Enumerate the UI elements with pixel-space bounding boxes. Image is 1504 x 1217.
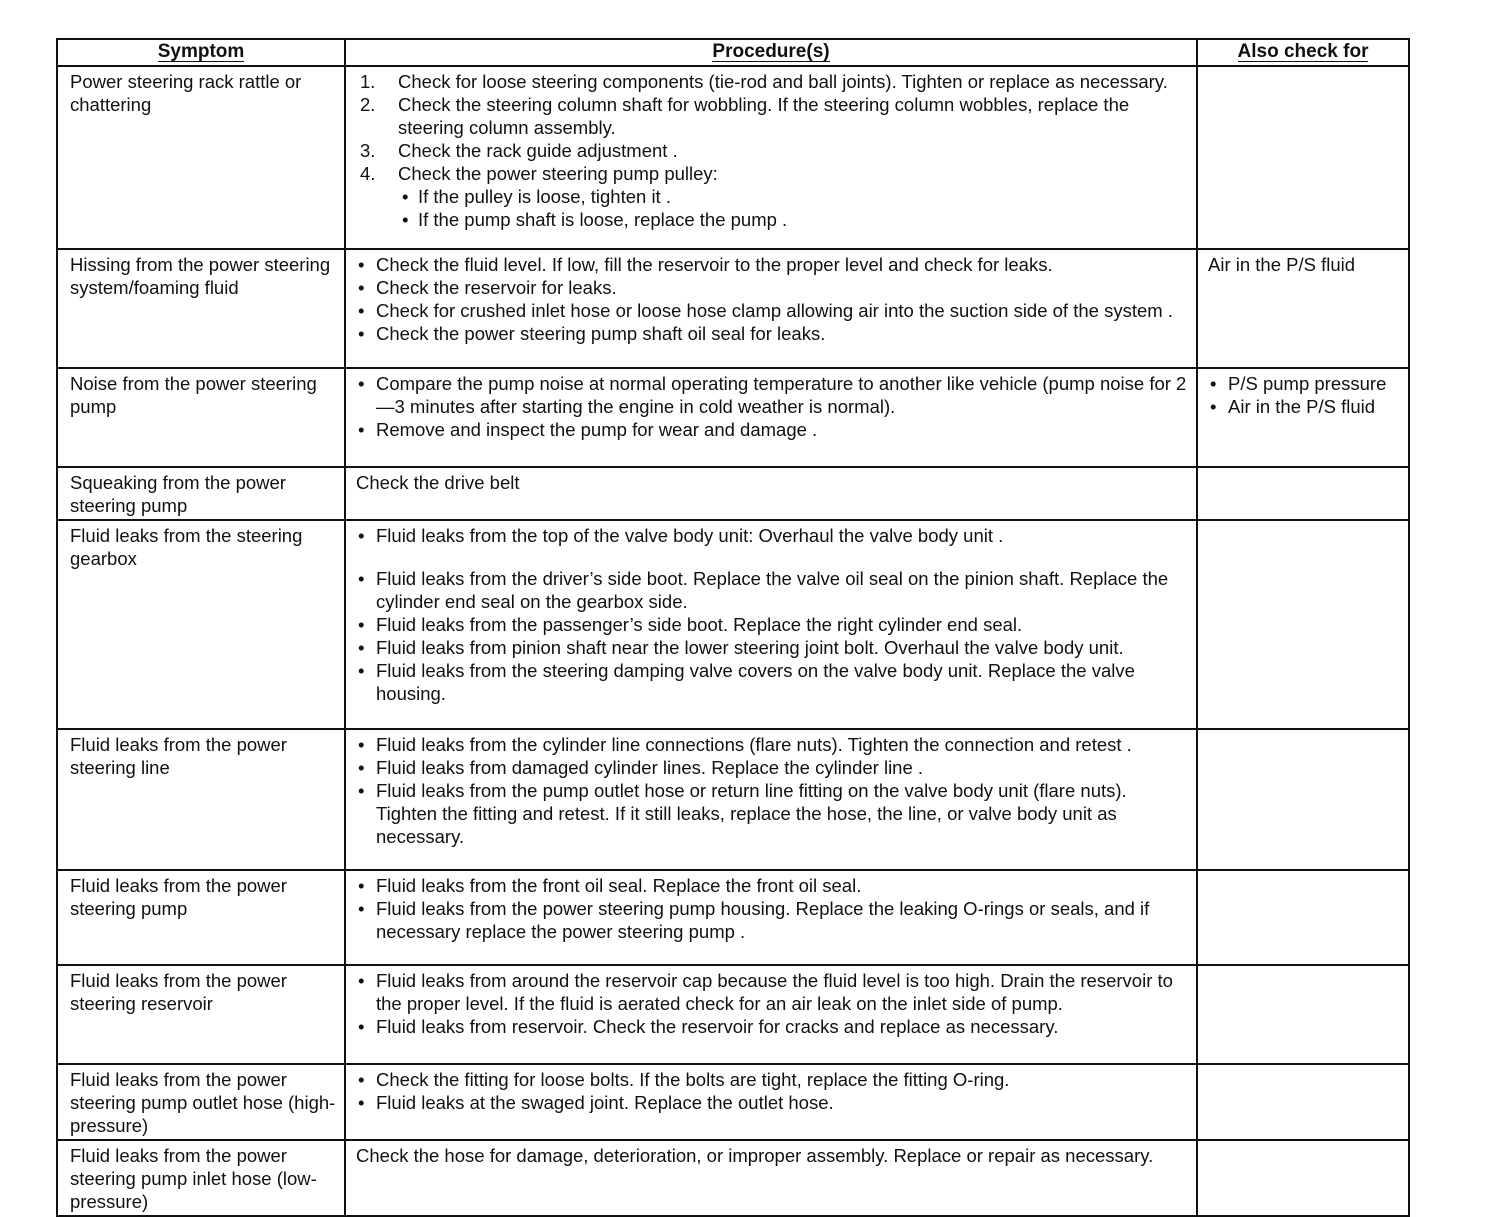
table-row: [57, 520, 1409, 729]
procedure-bullets: [356, 372, 1190, 441]
procedure-cell: [345, 66, 1197, 249]
table-row: [57, 1140, 1409, 1216]
also-check-cell: [1197, 66, 1409, 249]
procedure-step: 3. Check the rack guide adjustment .: [360, 140, 678, 161]
symptom-cell: Noise from the power steering pump: [57, 368, 345, 467]
procedure-bullets: [356, 733, 1190, 848]
procedure-bullet: • Compare the pump noise at normal operating temperature to another like vehicle (pump noise for 2—3 minutes after starting the engine in cold weather is normal).: [356, 372, 1190, 418]
sub-bullet: • If the pulley is loose, tighten it .: [398, 185, 1190, 208]
procedure-bullet: • Fluid leaks from the front oil seal. Replace the front oil seal.: [356, 874, 1190, 897]
procedure-cell: [345, 249, 1197, 368]
troubleshooting-document: [56, 38, 1408, 1217]
procedure-bullets: [356, 524, 1190, 705]
procedure-bullet: • Check the reservoir for leaks.: [356, 276, 1190, 299]
symptom-cell: Fluid leaks from the power steering pump: [57, 870, 345, 965]
procedure-bullet: • Fluid leaks from the cylinder line connections (flare nuts). Tighten the connection and retest .: [356, 733, 1190, 756]
also-check-cell: [1197, 729, 1409, 870]
procedure-step: 1. Check for loose steering components (tie-rod and ball joints). Tighten or replace as necessary.: [360, 71, 1168, 92]
procedure-cell: [345, 520, 1197, 729]
also-check-cell: Air in the P/S fluid: [1197, 249, 1409, 368]
procedure-cell: Check the drive belt: [345, 467, 1197, 520]
header-symptom: Symptom: [57, 39, 345, 66]
procedure-bullet: • Fluid leaks from damaged cylinder lines. Replace the cylinder line .: [356, 756, 1190, 779]
table-row: [57, 66, 1409, 249]
symptom-cell: Fluid leaks from the power steering pump inlet hose (low-pressure): [57, 1140, 345, 1216]
procedure-cell: [345, 729, 1197, 870]
procedure-bullet: • Fluid leaks from around the reservoir cap because the fluid level is too high. Drain the reservoir to the proper level. If the fluid is aerated check for an air leak on the inlet side of pump.: [356, 969, 1190, 1015]
also-check-cell: [1197, 965, 1409, 1064]
procedure-bullet: • Check the fluid level. If low, fill the reservoir to the proper level and check for leaks.: [356, 253, 1190, 276]
header-procedure: Procedure(s): [345, 39, 1197, 66]
table-row: [57, 467, 1409, 520]
procedure-bullet: • Fluid leaks from the pump outlet hose or return line fitting on the valve body unit (flare nuts). Tighten the fitting and retest. If it still leaks, replace the hose, the line, or valve body unit as necessary.: [356, 779, 1190, 848]
procedure-bullets: [356, 1068, 1190, 1114]
symptom-cell: Power steering rack rattle or chattering: [57, 66, 345, 249]
also-check-cell: [1197, 1140, 1409, 1216]
header-row: [57, 39, 1409, 66]
procedure-bullet: • Fluid leaks from the driver’s side boot. Replace the valve oil seal on the pinion shaft. Replace the cylinder end seal on the gearbox side.: [356, 567, 1190, 613]
also-check-item: • P/S pump pressure: [1208, 372, 1402, 395]
symptom-cell: Fluid leaks from the steering gearbox: [57, 520, 345, 729]
procedure-cell: [345, 965, 1197, 1064]
also-check-cell: [1197, 520, 1409, 729]
also-check-cell: [1197, 368, 1409, 467]
procedure-bullets: [356, 874, 1190, 943]
symptom-cell: Hissing from the power steering system/foaming fluid: [57, 249, 345, 368]
symptom-cell: Fluid leaks from the power steering line: [57, 729, 345, 870]
procedure-step: 4. Check the power steering pump pulley: • If the pulley is loose, tighten it . • If the pump shaft is loose, replace the pump .: [356, 162, 1190, 231]
procedure-bullet: • Remove and inspect the pump for wear and damage .: [356, 418, 1190, 441]
procedure-cell: [345, 368, 1197, 467]
header-also-check: Also check for: [1197, 39, 1409, 66]
procedure-cell: [345, 1064, 1197, 1140]
procedure-bullet: • Fluid leaks from the top of the valve body unit: Overhaul the valve body unit .: [356, 524, 1190, 547]
procedure-cell: [345, 870, 1197, 965]
procedure-bullet: • Fluid leaks from the steering damping valve covers on the valve body unit. Replace the valve housing.: [356, 659, 1190, 705]
also-check-cell: [1197, 1064, 1409, 1140]
procedure-bullet: • Check for crushed inlet hose or loose hose clamp allowing air into the suction side of the system .: [356, 299, 1190, 322]
table-row: [57, 249, 1409, 368]
procedure-bullet: • Check the fitting for loose bolts. If the bolts are tight, replace the fitting O-ring.: [356, 1068, 1190, 1091]
table-row: [57, 870, 1409, 965]
procedure-bullet: • Fluid leaks from pinion shaft near the lower steering joint bolt. Overhaul the valve body unit.: [356, 636, 1190, 659]
procedure-bullets: [356, 969, 1190, 1038]
procedure-bullet: • Fluid leaks from reservoir. Check the reservoir for cracks and replace as necessary.: [356, 1015, 1190, 1038]
also-check-cell: [1197, 870, 1409, 965]
procedure-bullet: • Fluid leaks from the power steering pump housing. Replace the leaking O-rings or seals, and if necessary replace the power steering pump .: [356, 897, 1190, 943]
also-check-item: • Air in the P/S fluid: [1208, 395, 1402, 418]
table-row: [57, 1064, 1409, 1140]
symptom-cell: Fluid leaks from the power steering pump outlet hose (high-pressure): [57, 1064, 345, 1140]
sub-bullets: [398, 185, 1190, 231]
sub-bullet: • If the pump shaft is loose, replace the pump .: [398, 208, 1190, 231]
symptom-cell: Fluid leaks from the power steering reservoir: [57, 965, 345, 1064]
table-row: [57, 368, 1409, 467]
procedure-bullets: [356, 253, 1190, 345]
procedure-step: 2. Check the steering column shaft for wobbling. If the steering column wobbles, replace the steering column assembly.: [360, 94, 1130, 138]
table-row: [57, 729, 1409, 870]
procedure-bullet: • Fluid leaks at the swaged joint. Replace the outlet hose.: [356, 1091, 1190, 1114]
table-row: [57, 965, 1409, 1064]
also-check-cell: [1197, 467, 1409, 520]
also-check-list: [1208, 372, 1402, 418]
procedure-steps: [356, 70, 1190, 231]
procedure-cell: Check the hose for damage, deterioration, or improper assembly. Replace or repair as necessary.: [345, 1140, 1197, 1216]
procedure-bullet: • Check the power steering pump shaft oil seal for leaks.: [356, 322, 1190, 345]
symptom-cell: Squeaking from the power steering pump: [57, 467, 345, 520]
troubleshooting-table: [56, 38, 1410, 1217]
procedure-bullet: • Fluid leaks from the passenger’s side boot. Replace the right cylinder end seal.: [356, 613, 1190, 636]
